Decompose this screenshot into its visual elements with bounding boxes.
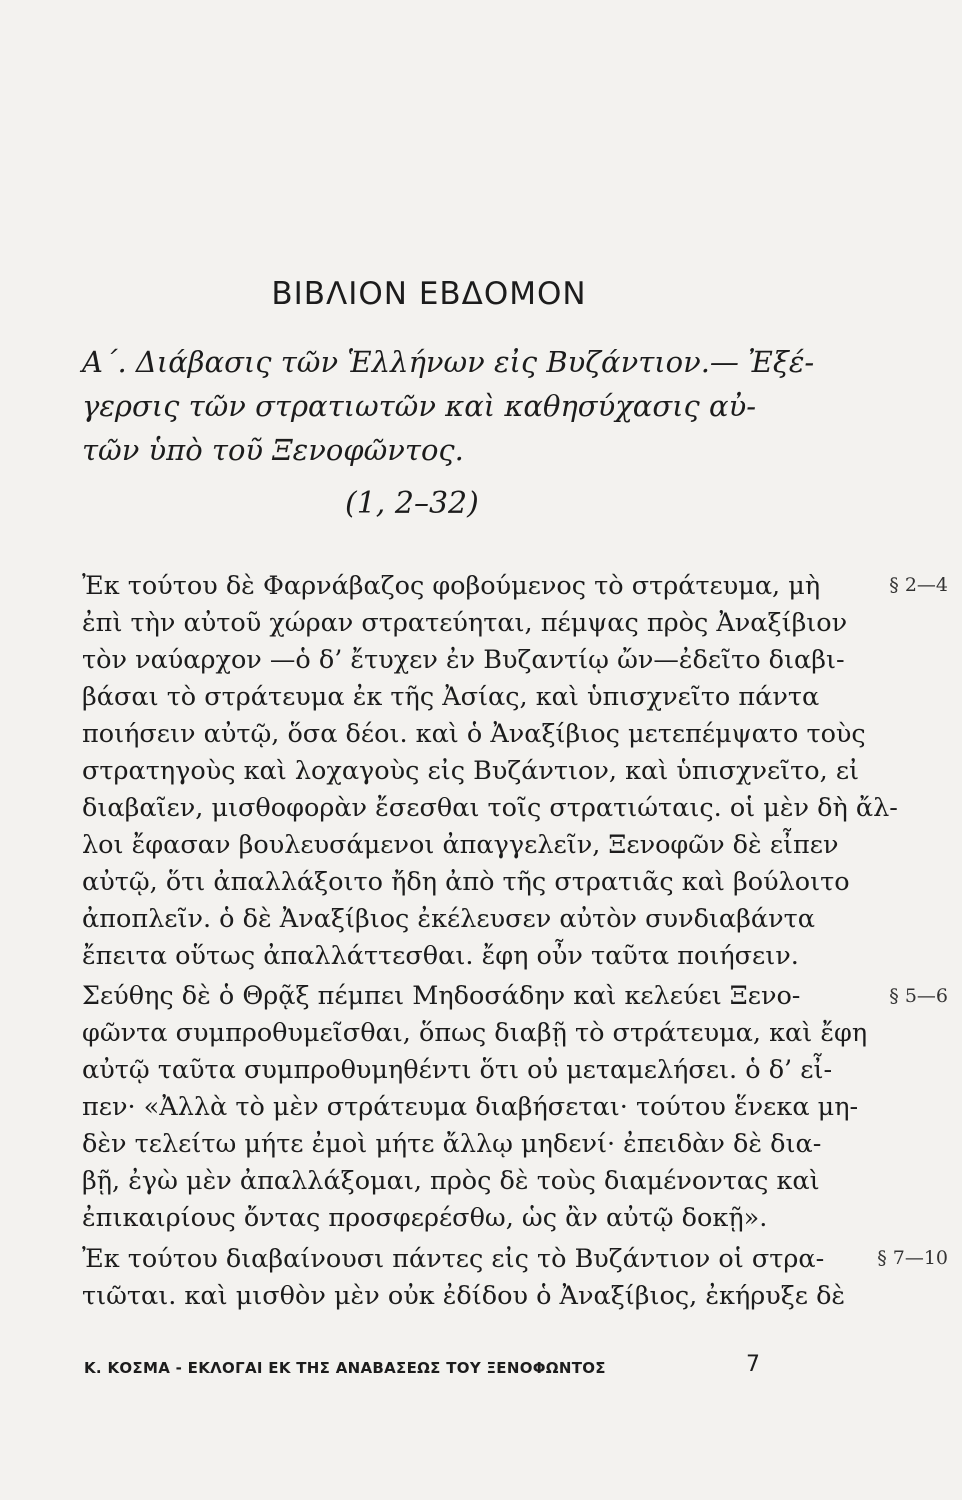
book-title: ΒΙΒΛΙΟΝ ΕΒΔΟΜΟΝ (271, 276, 587, 312)
text-line: Ἐκ τούτου δὲ Φαρνάβαζος φοβούμενος τὸ στράτευμα, μὴ (82, 571, 821, 601)
section-margin-note: § 5—6 (889, 985, 948, 1007)
text-line: Ἐκ τούτου διαβαίνουσι πάντες εἰς τὸ Βυζάντιον οἱ στρα- (82, 1244, 825, 1274)
section-margin-note: § 7—10 (877, 1247, 948, 1269)
text-line: ἐπικαιρίους ὄντας προσφερέσθω, ὡς ἂν αὐτῷ δοκῇ». (82, 1203, 768, 1233)
text-line: ποιήσειν αὐτῷ, ὅσα δέοι. καὶ ὁ Ἀναξίβιος μετεπέμψατο τοὺς (82, 719, 866, 749)
text-line: στρατηγοὺς καὶ λοχαγοὺς εἰς Βυζάντιον, καὶ ὑπισχνεῖτο, εἰ (82, 756, 860, 786)
text-line: αὐτῷ ταῦτα συμπροθυμηθέντι ὅτι οὐ μεταμελήσει. ὁ δ’ εἶ- (82, 1055, 833, 1085)
text-line: τιῶται. καὶ μισθὸν μὲν οὐκ ἐδίδου ὁ Ἀναξίβιος, ἐκήρυξε δὲ (82, 1281, 846, 1311)
text-line: πεν· «Ἀλλὰ τὸ μὲν στράτευμα διαβήσεται· τούτου ἕνεκα μη- (82, 1092, 859, 1122)
text-line: βάσαι τὸ στράτευμα ἐκ τῆς Ἀσίας, καὶ ὑπισχνεῖτο πάντα (82, 682, 820, 712)
text-line: δὲν τελείτω μήτε ἐμοὶ μήτε ἄλλῳ μηδενί· ἐπειδὰν δὲ δια- (82, 1129, 822, 1159)
text-line: τὸν ναύαρχον —ὁ δ’ ἔτυχεν ἐν Βυζαντίῳ ὤν—ἐδεῖτο διαβι- (82, 645, 845, 675)
text-line: διαβαῖεν, μισθοφορὰν ἔσεσθαι τοῖς στρατιώταις. οἱ μὲν δὴ ἄλ- (82, 793, 898, 823)
page-number: 7 (746, 1352, 760, 1377)
page-footer: Κ. ΚΟΣΜΑ - ΕΚΛΟΓΑΙ ΕΚ ΤΗΣ ΑΝΑΒΑΣΕΩΣ ΤΟΥ ΞΕΝΟΦΩΝΤΟΣ (84, 1359, 606, 1377)
chapter-heading (82, 340, 815, 472)
section-margin-note: § 2—4 (889, 574, 948, 596)
chapter-heading-line: τῶν ὑπὸ τοῦ Ξενοφῶντος. (82, 433, 464, 467)
chapter-heading-line: Α΄. Διάβασις τῶν Ἑλλήνων εἰς Βυζάντιον.— Ἐξέ- (82, 345, 815, 379)
text-line: αὐτῷ, ὅτι ἀπαλλάξοιτο ἤδη ἀπὸ τῆς στρατιᾶς καὶ βούλοιτο (82, 867, 850, 897)
passage-reference: (1, 2–32) (345, 486, 479, 521)
text-line: ἐπὶ τὴν αὐτοῦ χώραν στρατεύηται, πέμψας πρὸς Ἀναξίβιον (82, 608, 848, 638)
text-line: Σεύθης δὲ ὁ Θρᾷξ πέμπει Μηδοσάδην καὶ κελεύει Ξενο- (82, 981, 801, 1011)
text-line: βῇ, ἐγὼ μὲν ἀπαλλάξομαι, πρὸς δὲ τοὺς διαμένοντας καὶ (82, 1166, 820, 1196)
text-line: ἀποπλεῖν. ὁ δὲ Ἀναξίβιος ἐκέλευσεν αὐτὸν συνδιαβάντα (82, 904, 815, 934)
text-line: λοι ἔφασαν βουλευσάμενοι ἀπαγγελεῖν, Ξενοφῶν δὲ εἶπεν (82, 830, 839, 860)
chapter-heading-line: γερσις τῶν στρατιωτῶν καὶ καθησύχασις αὐ- (82, 389, 757, 423)
text-line: ἔπειτα οὕτως ἀπαλλάττεσθαι. ἔφη οὖν ταῦτα ποιήσειν. (82, 941, 799, 971)
text-line: φῶντα συμπροθυμεῖσθαι, ὅπως διαβῇ τὸ στράτευμα, καὶ ἔφη (82, 1018, 868, 1048)
